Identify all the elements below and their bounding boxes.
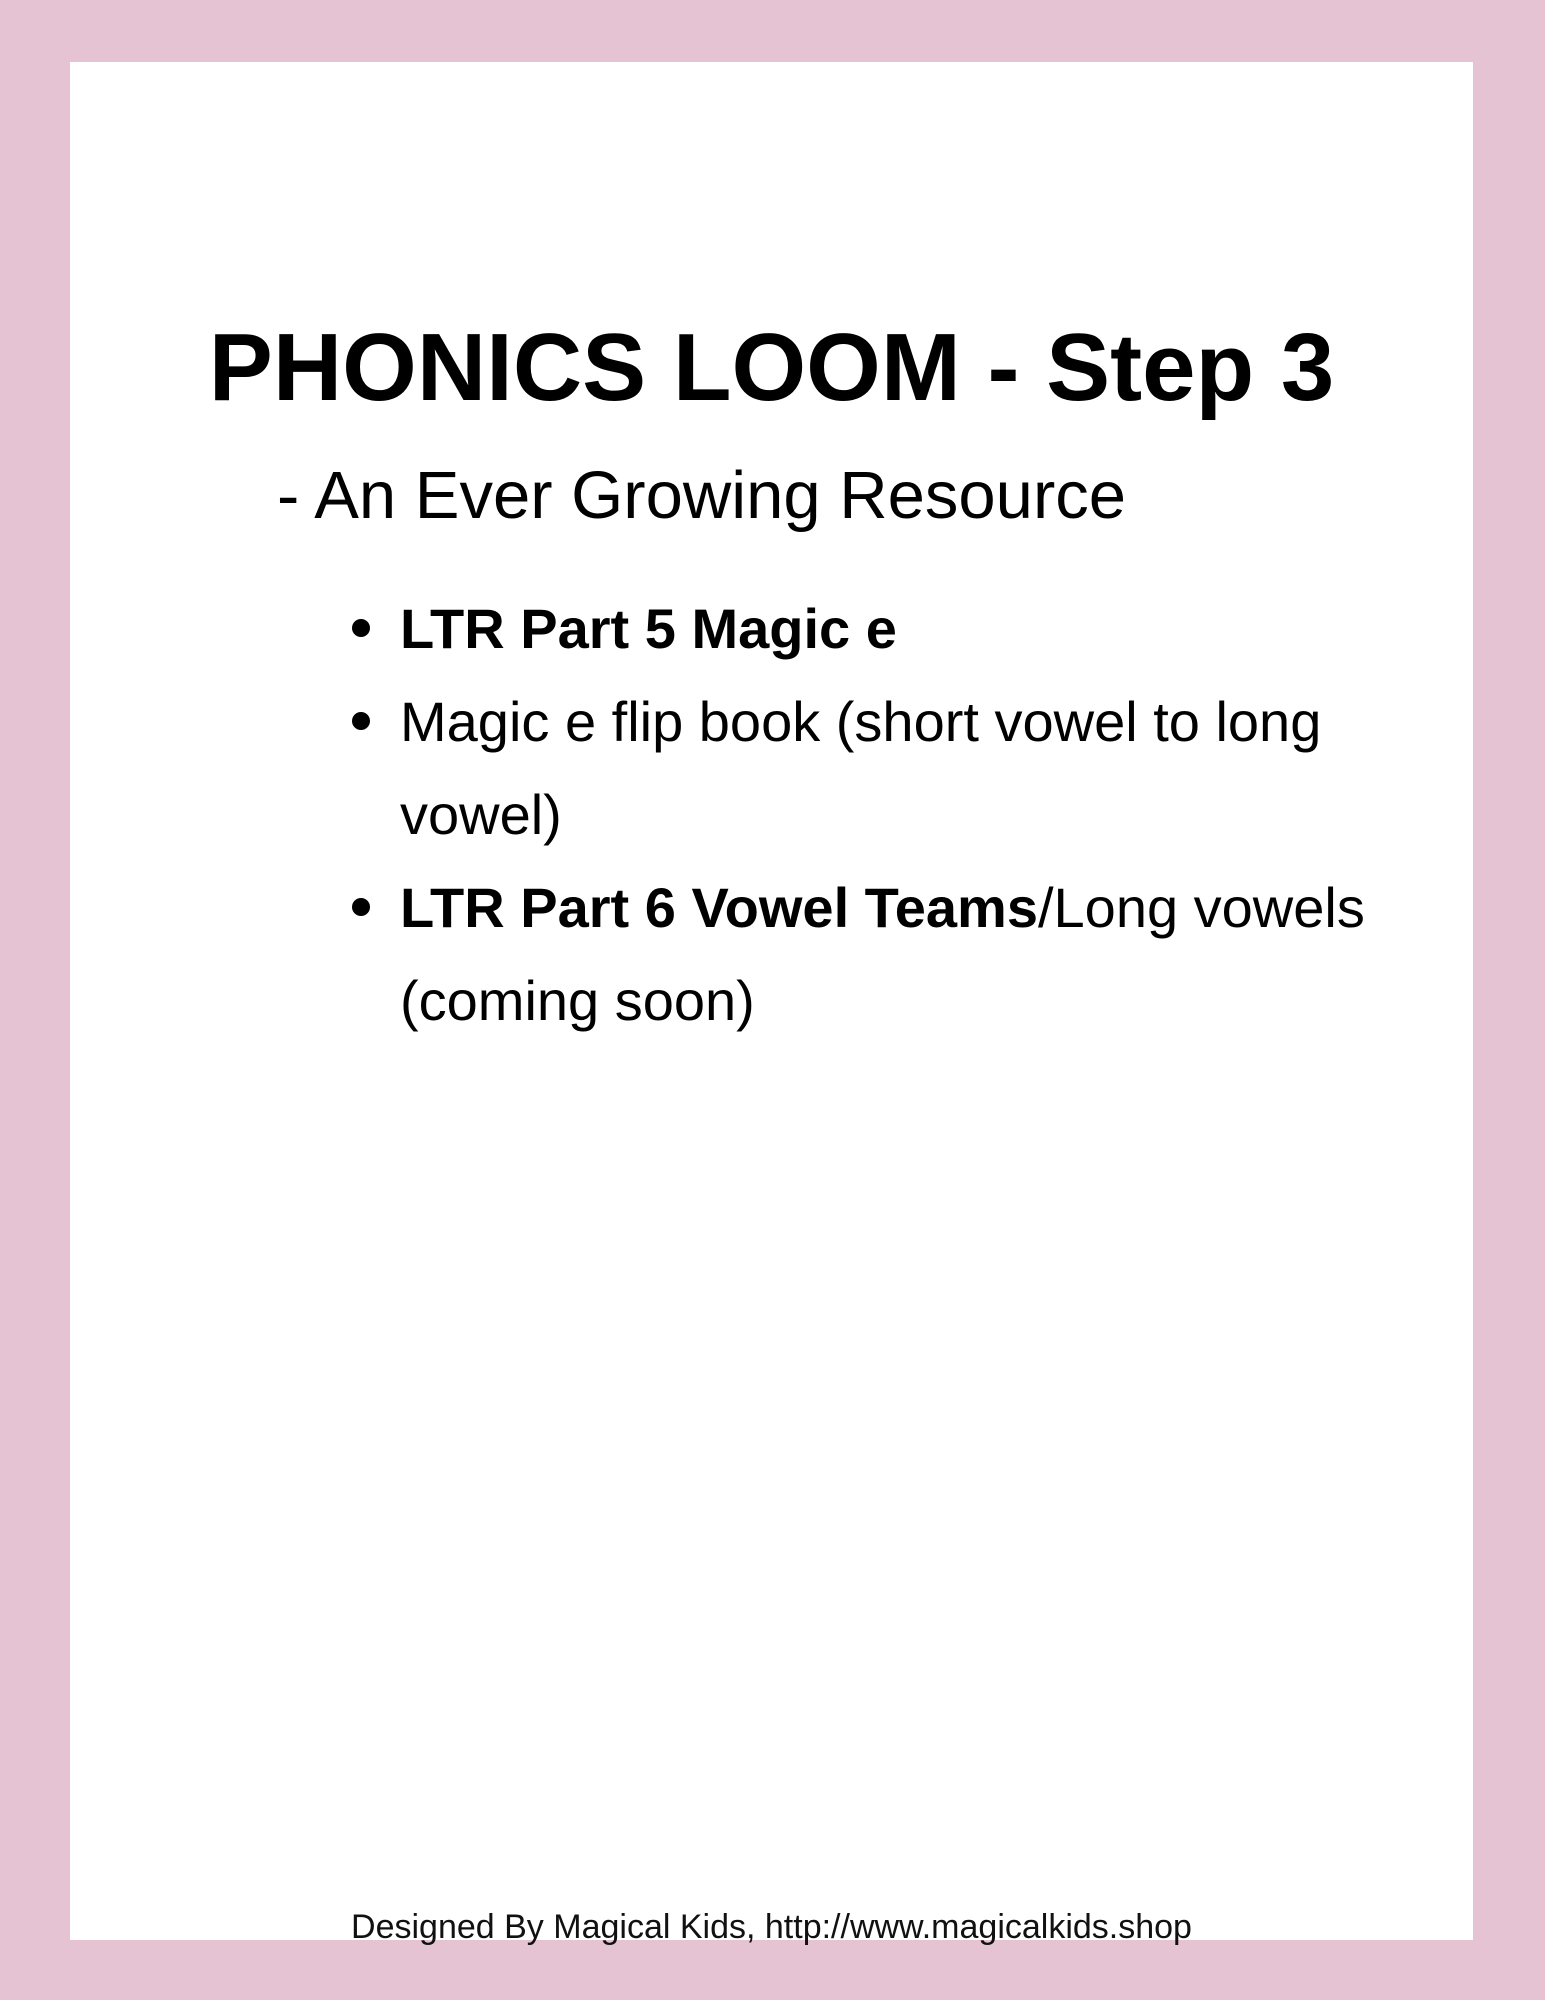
bullet-icon xyxy=(352,712,370,730)
resource-list xyxy=(400,582,1400,1047)
list-item-text: Magic e flip book (short vowel to long vowel) xyxy=(400,690,1322,846)
bullet-icon xyxy=(352,619,370,637)
page-subtitle: - An Ever Growing Resource xyxy=(277,458,1127,533)
list-item-bold: LTR Part 6 Vowel Teams xyxy=(400,876,1038,939)
bullet-icon xyxy=(352,898,370,916)
document-page xyxy=(70,62,1473,1946)
list-item-bold: LTR Part 5 Magic e xyxy=(400,597,897,660)
list-item-text: /Long vowels (coming soon) xyxy=(400,876,1365,1032)
list-item xyxy=(400,675,1400,861)
list-item xyxy=(400,582,1400,675)
footer-credit: Designed By Magical Kids, http://www.magicalkids.shop xyxy=(351,1908,1192,1946)
page-title: PHONICS LOOM - Step 3 xyxy=(208,314,1335,421)
list-item xyxy=(400,861,1400,1047)
